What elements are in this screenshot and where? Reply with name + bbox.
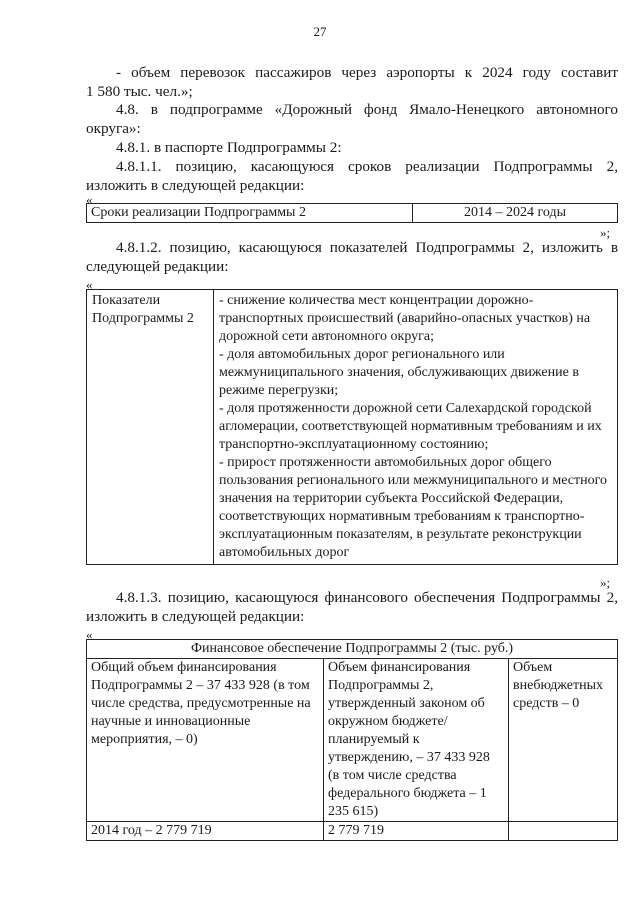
financing-year-2014: 2014 год – 2 779 719 (87, 822, 324, 841)
quote-close-1: »; (600, 225, 611, 240)
paragraph-4-8-1-2: 4.8.1.2. позицию, касающуюся показателей Подпрограммы 2, изложить в следующей редакции: (86, 239, 618, 275)
indicator-item: - снижение количества мест концентрации дорожно-транспортных происшествий (аварийно-опасных участков) на дорожной сети автономного округа; (219, 293, 591, 344)
financing-year-2014-budget: 2 779 719 (324, 822, 509, 841)
financing-budget: Объем финансирования Подпрограммы 2, утвержденный законом об окружном бюджете/планируемый к утверждению, – 37 433 928 (в том числе средства федерального бюджета – 1 235 615) (324, 659, 509, 822)
indicator-item: - доля автомобильных дорог регионального или межмуниципального значения, обслуживающих движение в режиме перегрузки; (219, 347, 579, 398)
table-terms (86, 203, 618, 223)
terms-label: Сроки реализации Подпрограммы 2 (87, 204, 413, 223)
financing-total: Общий объем финансирования Подпрограммы 2 – 37 433 928 (в том числе средства, предусмотренные на научные и инновационные мероприятия, – 0) (87, 659, 324, 822)
quote-open-1: « (86, 192, 93, 207)
paragraph-4-8: 4.8. в подпрограмме «Дорожный фонд Ямало-Ненецкого автономного округа»: (86, 101, 618, 137)
page-number: 27 (313, 24, 327, 39)
paragraph-4-8-1-1: 4.8.1.1. позицию, касающуюся сроков реализации Подпрограммы 2, изложить в следующей редакции: (86, 158, 618, 194)
terms-value: 2014 – 2024 годы (413, 204, 618, 223)
quote-open-3: « (86, 627, 93, 642)
indicators-list (214, 290, 618, 565)
financing-year-2014-extra (509, 822, 618, 841)
paragraph-4-8-1: 4.8.1. в паспорте Подпрограммы 2: (116, 139, 342, 156)
quote-close-2: »; (600, 575, 611, 590)
indicator-item: - доля протяженности дорожной сети Салехардской городской агломерации, соответствующей нормативным требованиям и их транспортно-эксплуатационному состоянию; (219, 401, 602, 452)
indicator-item: - прирост протяженности автомобильных дорог общего пользования регионального или межмуниципального и местного значения на территории субъекта Российской Федерации, соответствующих нормативным требованиям к транспортно-эксплуатационным показателям, в результате реконструкции автомобильных дорог (219, 455, 607, 560)
table-financing (86, 639, 618, 841)
paragraph-passengers-line2: 1 580 тыс. чел.»; (86, 83, 193, 100)
paragraph-4-8-1-3: 4.8.1.3. позицию, касающуюся финансового обеспечения Подпрограммы 2, изложить в следующей редакции: (86, 589, 618, 625)
financing-header: Финансовое обеспечение Подпрограммы 2 (тыс. руб.) (87, 640, 618, 659)
financing-extrabudget: Объем внебюджетных средств – 0 (509, 659, 618, 822)
table-indicators (86, 289, 618, 565)
indicators-label: Показатели Подпрограммы 2 (87, 290, 214, 565)
paragraph-passengers-line1: - объем перевозок пассажиров через аэропорты к 2024 году составит (116, 64, 618, 81)
quote-open-2: « (86, 277, 93, 292)
